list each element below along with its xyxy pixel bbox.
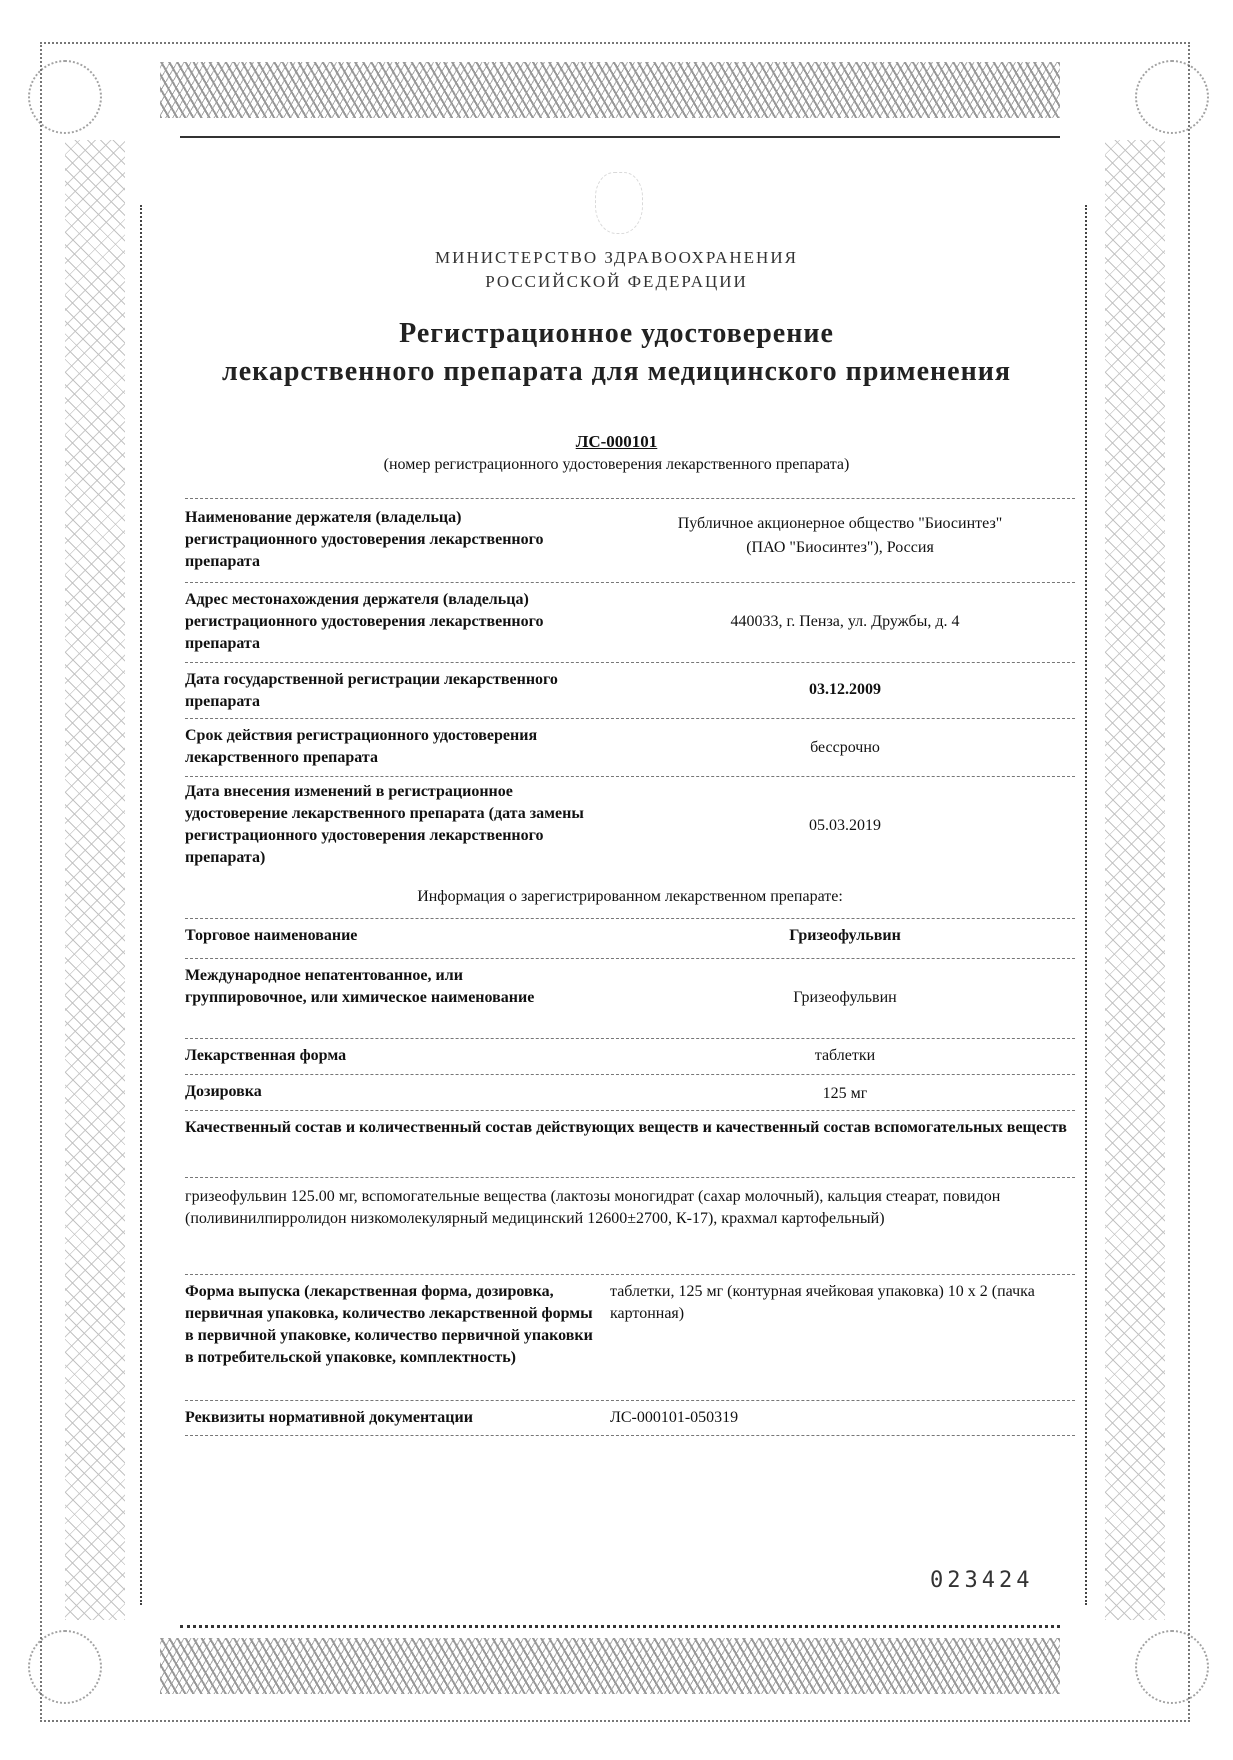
form-label: Лекарственная форма [185, 1047, 347, 1064]
inn-label: Международное непатентованное, или группировочное, или химическое наименование [185, 967, 535, 1006]
holder-address-label: Адрес местонахождения держателя (владельца) регистрационного удостоверения лекарственного препарата [185, 591, 544, 652]
ornament-corner-bottom-left [28, 1630, 102, 1704]
dosage-value: 125 мг [822, 1085, 868, 1102]
side-rule-right [1085, 205, 1087, 1605]
holder-name-value-2: (ПАО "Биосинтез"), Россия [746, 539, 934, 556]
change-date-row [185, 776, 1075, 873]
trade-name-row [185, 918, 1075, 955]
composition-value: гризеофульвин 125.00 мг, вспомогательные вещества (лактозы моногидрат (сахар молочный), кальция стеарат, повидон (поливинилпирролидон низкомолекулярный медицинский 12600±2700, К-17), крахмал картофельный) [185, 1177, 1075, 1230]
decorative-border [40, 42, 1190, 1722]
registration-date-row [185, 662, 1075, 715]
registration-date-value: 03.12.2009 [809, 681, 881, 698]
registration-number: ЛС-000101 [575, 432, 658, 451]
validity-value: бессрочно [810, 739, 880, 756]
normative-row [185, 1400, 1075, 1436]
normative-label: Реквизиты нормативной документации [185, 1409, 473, 1426]
document-subtitle: лекарственного препарата для медицинского применения [221, 356, 1011, 387]
divider-bottom [180, 1625, 1060, 1628]
holder-name-label: Наименование держателя (владельца) регистрационного удостоверения лекарственного препарата [185, 509, 544, 570]
validity-row [185, 718, 1075, 773]
release-form-label: Форма выпуска (лекарственная форма, дозировка, первичная упаковка, количество лекарственной формы в первичной упаковке, количество первичной упаковки в потребительской упаковке, комплектность) [185, 1283, 593, 1366]
form-value: таблетки [814, 1047, 876, 1064]
trade-name-label: Торговое наименование [185, 927, 358, 944]
validity-label: Срок действия регистрационного удостоверения лекарственного препарата [185, 727, 538, 766]
side-rule-left [140, 205, 142, 1605]
change-date-value: 05.03.2019 [809, 817, 881, 834]
holder-name-row [185, 498, 1075, 579]
trade-name-value: Гризеофульвин [789, 927, 901, 944]
ministry-country: РОССИЙСКОЙ ФЕДЕРАЦИИ [485, 272, 748, 291]
release-form-row [185, 1274, 1075, 1397]
form-row [185, 1038, 1075, 1073]
ornament-corner-top-left [28, 60, 102, 134]
drug-info-heading: Информация о зарегистрированном лекарственном препарате: [417, 888, 843, 905]
serial-number: 023424 [930, 1568, 1034, 1593]
divider-top [180, 136, 1060, 138]
registration-number-caption: (номер регистрационного удостоверения лекарственного препарата) [383, 456, 850, 473]
inn-value: Гризеофульвин [793, 989, 897, 1006]
change-date-label: Дата внесения изменений в регистрационное удостоверение лекарственного препарата (дата замены регистрационного удостоверения лекарственного препарата) [185, 783, 584, 866]
ornament-corner-bottom-right [1135, 1630, 1209, 1704]
composition-row [185, 1110, 1075, 1271]
release-form-value: таблетки, 125 мг (контурная ячейковая упаковка) 10 х 2 (пачка картонная) [610, 1283, 1035, 1322]
ornament-band-top [160, 62, 1060, 118]
inn-row [185, 958, 1075, 1035]
holder-address-row [185, 582, 1075, 659]
ornament-corner-top-right [1135, 60, 1209, 134]
ornament-band-bottom [160, 1638, 1060, 1694]
composition-label: Качественный состав и количественный состав действующих веществ и качественный состав вспомогательных веществ [185, 1119, 1067, 1136]
registration-date-label: Дата государственной регистрации лекарственного препарата [185, 671, 558, 710]
ministry-name: МИНИСТЕРСТВО ЗДРАВООХРАНЕНИЯ [435, 248, 798, 267]
dosage-label: Дозировка [185, 1083, 262, 1100]
document-title: Регистрационное удостоверение [399, 318, 834, 349]
holder-name-value-1: Публичное акционерное общество "Биосинтез" [677, 515, 1003, 532]
holder-address-value: 440033, г. Пенза, ул. Дружбы, д. 4 [730, 613, 960, 630]
normative-value: ЛС-000101-050319 [610, 1409, 739, 1426]
state-emblem-icon [595, 172, 643, 234]
dosage-row [185, 1074, 1075, 1109]
